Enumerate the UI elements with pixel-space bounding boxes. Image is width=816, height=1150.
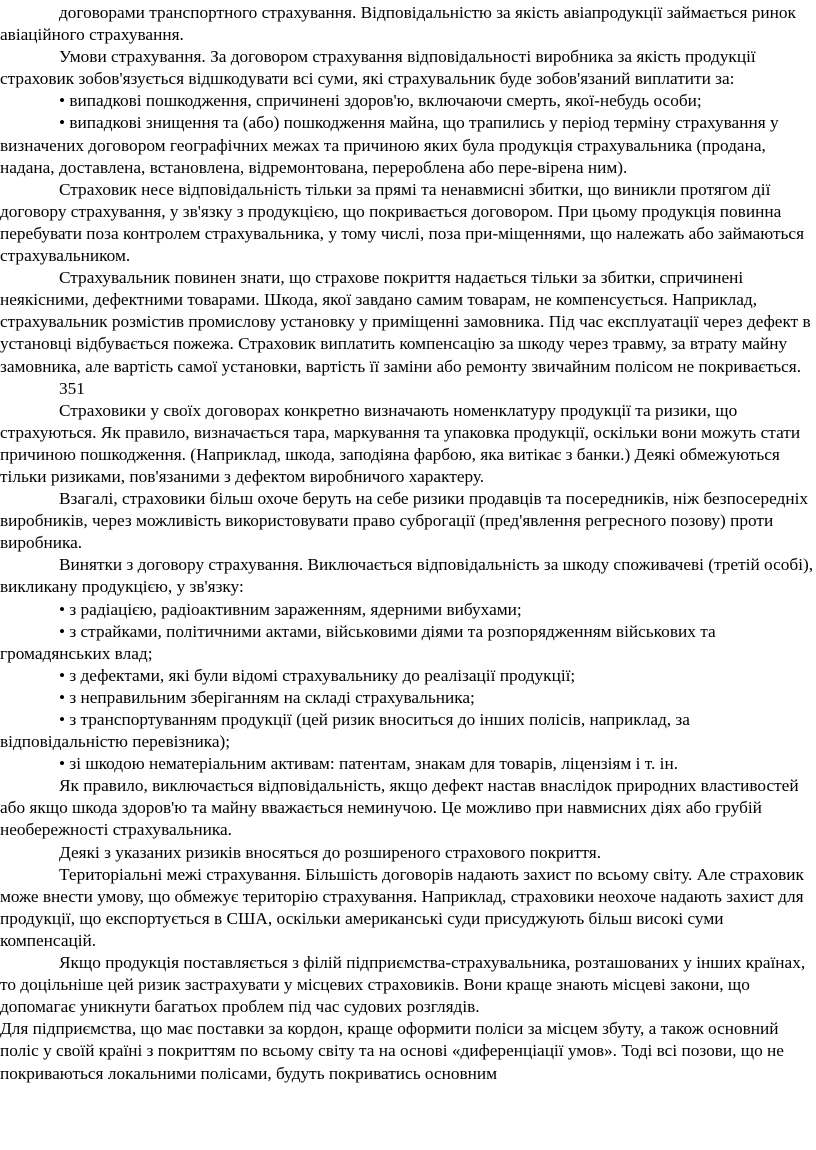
paragraph: Винятки з договору страхування. Виключається відповідальність за шкоду споживачеві (третій особі), викликану продукцією, у зв'язку: [0, 555, 814, 597]
paragraph: Умови страхування. За договором страхування відповідальності виробника за якість продукції страховик зобов'язується відшкодувати всі суми, які страхувальник буде зобов'язаний виплатити за: [0, 47, 756, 89]
page-number: 351 [59, 378, 85, 398]
bullet-item: • випадкові знищення та (або) пошкодження майна, що трапились у період терміну страхування у визначених договором географічних межах та причиною яких була продукція страхувальника (продана, надана, доставлена, встановлена, відремонтована, перероблена або пере-вірена ним). [0, 113, 779, 177]
bullet-item: • з дефектами, які були відомі страхувальнику до реалізації продукції; [59, 665, 576, 685]
bullet-item: • випадкові пошкодження, спричинені здоров'ю, включаючи смерть, якої-небудь особи; [59, 91, 702, 111]
bullet-item: • з страйками, політичними актами, військовими діями та розпорядженням військових та громадянських влад; [0, 621, 716, 663]
paragraph: Взагалі, страховики більш охоче беруть на себе ризики продавців та посередників, ніж безпосередніх виробників, через можливість використовувати право суброгації (пред'явлення регресного позову) проти виробника. [0, 489, 809, 553]
paragraph: Для підприємства, що має поставки за кордон, краще оформити поліси за місцем збуту, а також основний поліс у своїй країні з покриттям по всьому світу та на основі «диференціації умов». Тоді всі позови, що не покриваються локальними полісами, будуть покриватись основним [0, 1019, 784, 1083]
paragraph: Якщо продукція поставляється з філій підприємства-страхувальника, розташованих у інших країнах, то доцільніше цей ризик застрахувати у місцевих страховиків. Вони краще знають місцеві закони, що допомагає уникнути багатьох проблем під час судових розглядів. [0, 953, 806, 1017]
bullet-item: • з радіацією, радіоактивним зараженням, ядерними вибухами; [59, 599, 522, 619]
paragraph: Страховик несе відповідальність тільки за прямі та ненавмисні збитки, що виникли протягом дії договору страхування, у зв'язку з продукцією, що покривається договором. При цьому продукція повинна перебувати поза контролем страхувальника, у тому числі, поза при-міщеннями, що належать або займаються страхувальником. [0, 179, 805, 266]
bullet-item: • зі шкодою нематеріальним активам: патентам, знакам для товарів, ліцензіям і т. ін. [59, 754, 679, 774]
paragraph: Територіальні межі страхування. Більшість договорів надають захист по всьому світу. Але страховик може внести умову, що обмежує територію страхування. Наприклад, страховики неохоче надають захист для продукції, що експортується в США, оскільки американські суди присуджують більш високі суми компенсацій. [0, 864, 804, 950]
paragraph: Страхувальник повинен знати, що страхове покриття надається тільки за збитки, спричинені неякісними, дефектними товарами. Шкода, якої завдано самим товарам, не компенсується. Наприклад, страхувальник розмістив промислову установку у приміщенні замовника. Під час експлуатації через дефект в установці відбувається пожежа. Страховик виплатить компенсацію за шкоду через травму, за втрату майну замовника, але вартість самої установки, вартість її заміни або ремонту звичайним полісом не покривається. [0, 268, 811, 376]
bullet-item: • з неправильним зберіганням на складі страхувальника; [59, 687, 475, 707]
bullet-item: • з транспортуванням продукції (цей ризик вноситься до інших полісів, наприклад, за відповідальністю перевізника); [0, 710, 690, 752]
paragraph: Страховики у своїх договорах конкретно визначають номенклатуру продукції та ризики, що страхуються. Як правило, визначається тара, маркування та упаковка продукції, оскільки вони можуть стати причиною пошкодження. (Наприклад, шкода, заподіяна фарбою, яка витікає з банки.) Деякі обмежуються тільки ризиками, пов'язаними з дефектом виробничого характеру. [0, 400, 801, 486]
paragraph: договорами транспортного страхування. Відповідальністю за якість авіапродукції займається ринок авіаційного страхування. [0, 3, 796, 45]
paragraph: Як правило, виключається відповідальність, якщо дефект настав внаслідок природних властивостей або якщо шкода здоров'ю та майну вважається неминучою. Це можливо при навмисних діях або грубій необережності страхувальника. [0, 776, 799, 840]
paragraph: Деякі з указаних ризиків вносяться до розширеного страхового покриття. [59, 842, 602, 862]
